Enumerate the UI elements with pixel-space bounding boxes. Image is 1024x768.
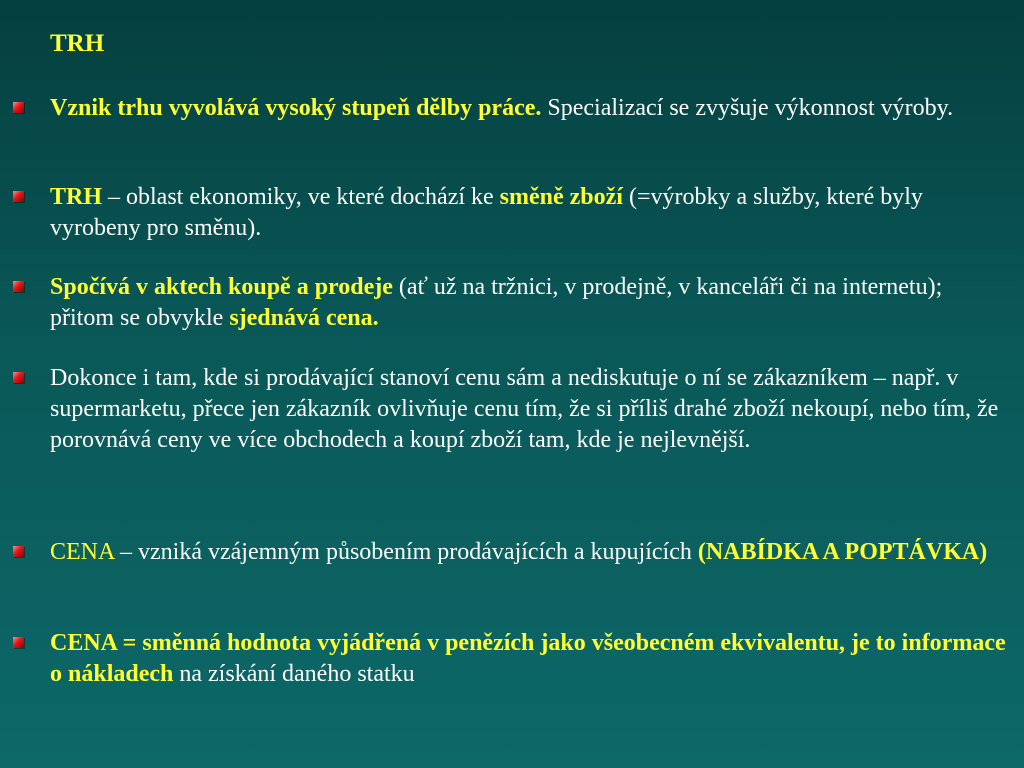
square-bullet-icon [13, 102, 24, 113]
highlight-text: směně zboží [499, 184, 623, 210]
highlight-text: Spočívá v aktech koupě a prodeje [50, 274, 393, 300]
highlight-text: CENA [50, 539, 115, 565]
body-text: Dokonce i tam, kde si prodávající stanoví cenu sám a nediskutuje o ní se zákazníkem – např. v supermarketu, přece jen zákazník ovlivňuje cenu tím, že si příliš drahé zboží nekoupí, nebo tím, že porovnává ceny ve více obchodech a koupí zboží tam, kde je nejlevnější. [50, 365, 999, 453]
bullet-item-supermarket [50, 363, 1010, 456]
bullet-item-price-definition [50, 628, 1010, 690]
square-bullet-icon [13, 372, 24, 383]
square-bullet-icon [13, 637, 24, 648]
bullet-item-division-of-labor [50, 93, 1010, 124]
highlight-text: Vznik trhu vyvolává vysoký stupeň dělby práce. [50, 95, 542, 121]
square-bullet-icon [13, 546, 24, 557]
highlight-text: TRH [50, 184, 103, 210]
body-text: – vzniká vzájemným působením prodávajících a kupujících [114, 539, 698, 565]
highlight-text: (NABÍDKA A POPTÁVKA) [697, 539, 988, 565]
square-bullet-icon [13, 281, 24, 292]
body-text: na získání daného statku [173, 661, 415, 687]
bullet-item-market-definition [50, 182, 1010, 244]
highlight-text: sjednává cena. [229, 305, 379, 331]
highlight-text: CENA = směnná hodnota vyjádřená v penězích jako všeobecném ekvivalentu, je to informace o nákladech [50, 630, 1006, 687]
square-bullet-icon [13, 191, 24, 202]
body-text: (ať už na tržnici, v prodejně, v kanceláři či na internetu); přitom se obvykle [50, 274, 943, 331]
body-text: Specializací se zvyšuje výkonnost výroby. [541, 95, 954, 121]
bullet-item-price-origin [50, 537, 1010, 568]
bullet-item-buy-sell [50, 272, 1010, 334]
slide-title: TRH [50, 30, 105, 57]
body-text: (=výrobky a služby, které byly vyrobeny pro směnu). [50, 184, 923, 241]
body-text: – oblast ekonomiky, ve které dochází ke [102, 184, 500, 210]
